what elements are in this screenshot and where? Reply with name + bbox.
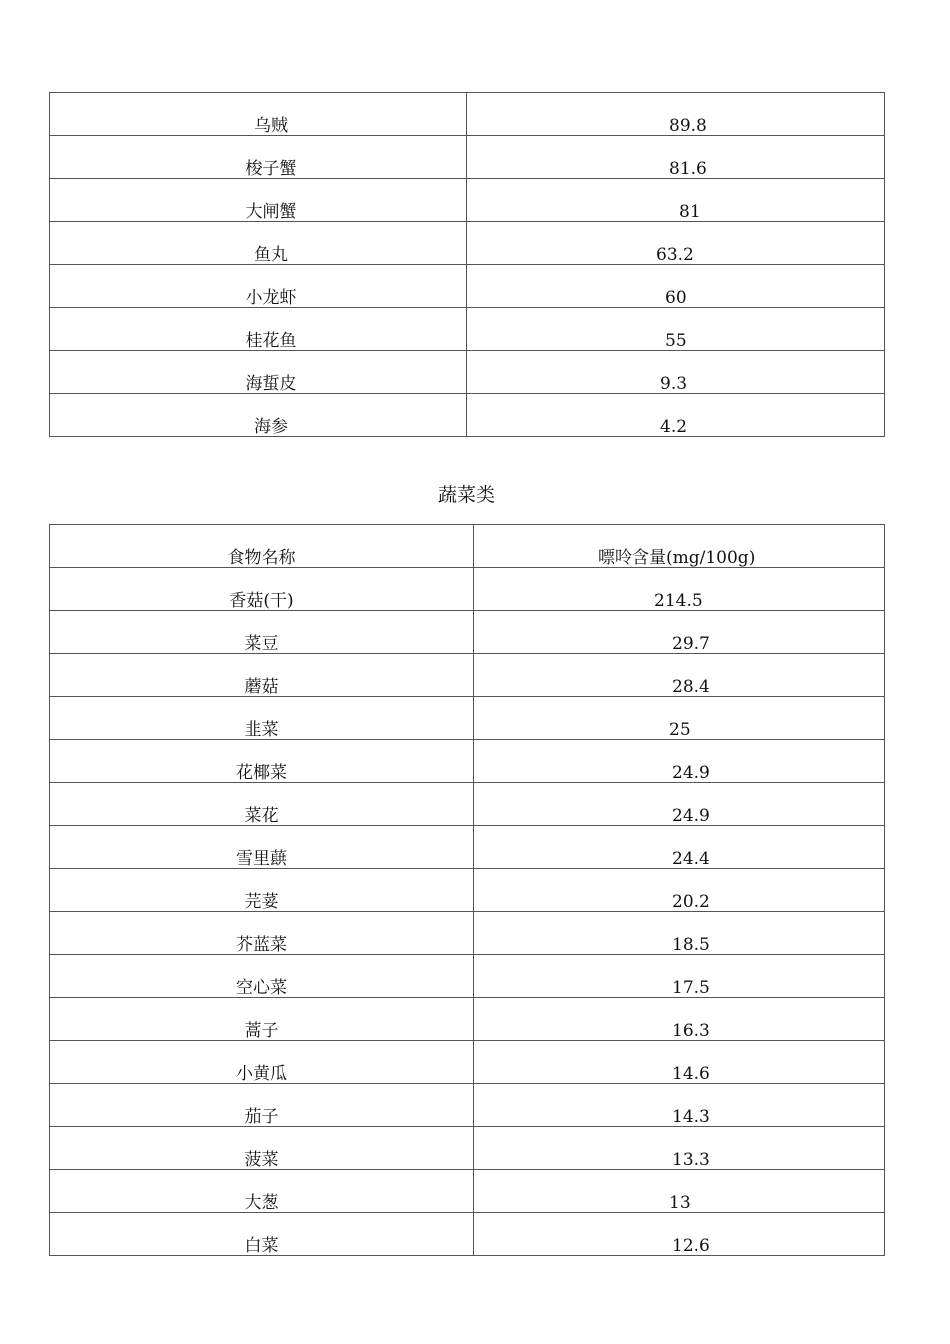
vegetable-purine-table [49,524,885,1256]
food-name-cell [50,740,474,783]
food-name: 蒿子 [244,1021,279,1041]
food-name: 桂花鱼 [245,331,297,351]
purine-value: 24.4 [672,849,710,869]
food-name: 菠菜 [244,1150,279,1170]
purine-value: 89.8 [669,116,707,136]
purine-value: 16.3 [672,1021,710,1041]
purine-value: 4.2 [660,417,688,437]
table-row [50,955,885,998]
purine-value-cell [474,1213,885,1256]
purine-value: 14.3 [672,1107,710,1127]
food-name: 蘑菇 [244,677,279,697]
purine-value-cell [474,568,885,611]
purine-value-cell [474,740,885,783]
purine-value: 24.9 [672,806,710,826]
table-row [50,740,885,783]
food-name-cell [50,568,474,611]
food-name: 小黄瓜 [236,1064,287,1084]
food-name: 海蜇皮 [245,374,297,394]
food-name: 梭子蟹 [245,159,297,179]
seafood-purine-table [49,92,885,437]
purine-value: 17.5 [672,978,710,998]
purine-value-cell [467,222,885,265]
purine-value: 20.2 [672,892,710,912]
table-row [50,351,885,394]
purine-value: 12.6 [672,1236,710,1256]
food-name: 小龙虾 [245,288,297,308]
purine-value: 63.2 [656,245,694,265]
table-row [50,697,885,740]
food-name-cell [50,93,467,136]
purine-value: 28.4 [672,677,710,697]
table-header-row [50,525,885,568]
food-name: 大闸蟹 [245,202,297,222]
food-name-cell [50,697,474,740]
table-row [50,654,885,697]
purine-value: 81 [679,202,701,222]
food-name-cell [50,783,474,826]
food-name-cell [50,179,467,222]
food-name: 雪里蕻 [236,849,287,869]
table-row [50,265,885,308]
food-name-cell [50,1170,474,1213]
purine-value-cell [474,1127,885,1170]
purine-value: 13.3 [672,1150,710,1170]
food-name-cell [50,265,467,308]
food-name-cell [50,869,474,912]
purine-value: 18.5 [672,935,710,955]
food-name-cell [50,222,467,265]
food-name: 大葱 [244,1193,279,1213]
column-header-purine-content [474,525,885,568]
column-header-food-name [50,525,474,568]
header-label: 嘌呤含量(mg/100g) [598,548,756,568]
purine-value-cell [467,93,885,136]
table-row [50,869,885,912]
food-name-cell [50,955,474,998]
food-name: 菜花 [244,806,279,826]
purine-value-cell [474,1041,885,1084]
food-name-cell [50,912,474,955]
food-name-cell [50,1213,474,1256]
table-row [50,1041,885,1084]
purine-value: 24.9 [672,763,710,783]
purine-value-cell [474,697,885,740]
purine-value: 29.7 [672,634,710,654]
food-name-cell [50,998,474,1041]
food-name-cell [50,611,474,654]
purine-value: 13 [669,1193,691,1213]
food-name: 芥蓝菜 [236,935,287,955]
table-row [50,1213,885,1256]
purine-value-cell [474,1084,885,1127]
food-name: 乌贼 [254,116,288,136]
food-name-cell [50,308,467,351]
food-name-cell [50,394,467,437]
table-row [50,93,885,136]
purine-value-cell [467,179,885,222]
food-name: 韭菜 [244,720,279,740]
food-name: 鱼丸 [254,245,288,265]
purine-value-cell [474,998,885,1041]
food-name-cell [50,136,467,179]
purine-value-cell [474,955,885,998]
food-name: 花椰菜 [236,763,287,783]
table-row [50,222,885,265]
table-row [50,1127,885,1170]
purine-value-cell [474,611,885,654]
purine-value-cell [474,1170,885,1213]
food-name-cell [50,1127,474,1170]
food-name: 海参 [254,417,288,437]
header-label: 食物名称 [227,548,296,568]
purine-value-cell [474,826,885,869]
purine-value-cell [467,136,885,179]
purine-value-cell [474,912,885,955]
food-name: 茄子 [244,1107,279,1127]
table-row [50,998,885,1041]
purine-value: 25 [669,720,691,740]
food-name-cell [50,1084,474,1127]
table-row [50,912,885,955]
purine-value-cell [474,783,885,826]
purine-value-cell [474,869,885,912]
food-name-cell [50,351,467,394]
food-name: 香菇(干) [229,591,294,611]
purine-value: 14.6 [672,1064,710,1084]
table-row [50,826,885,869]
food-name-cell [50,654,474,697]
purine-value-cell [467,308,885,351]
section-title-vegetables: 蔬菜类 [437,484,495,506]
table-row [50,1170,885,1213]
food-name: 空心菜 [236,978,287,998]
food-name-cell [50,826,474,869]
table-row [50,1084,885,1127]
table-row [50,136,885,179]
purine-value: 214.5 [654,591,703,611]
purine-value-cell [474,654,885,697]
table-row [50,179,885,222]
purine-value-cell [467,265,885,308]
table-row [50,308,885,351]
table-row [50,568,885,611]
table-row [50,611,885,654]
food-name-cell [50,1041,474,1084]
purine-value: 9.3 [660,374,688,394]
purine-value: 60 [665,288,687,308]
food-name: 菜豆 [244,634,279,654]
food-name: 白菜 [244,1236,279,1256]
table-row [50,394,885,437]
purine-value-cell [467,351,885,394]
table-row [50,783,885,826]
purine-value-cell [467,394,885,437]
food-name: 芫荽 [244,892,279,912]
purine-value: 81.6 [669,159,707,179]
purine-value: 55 [665,331,687,351]
